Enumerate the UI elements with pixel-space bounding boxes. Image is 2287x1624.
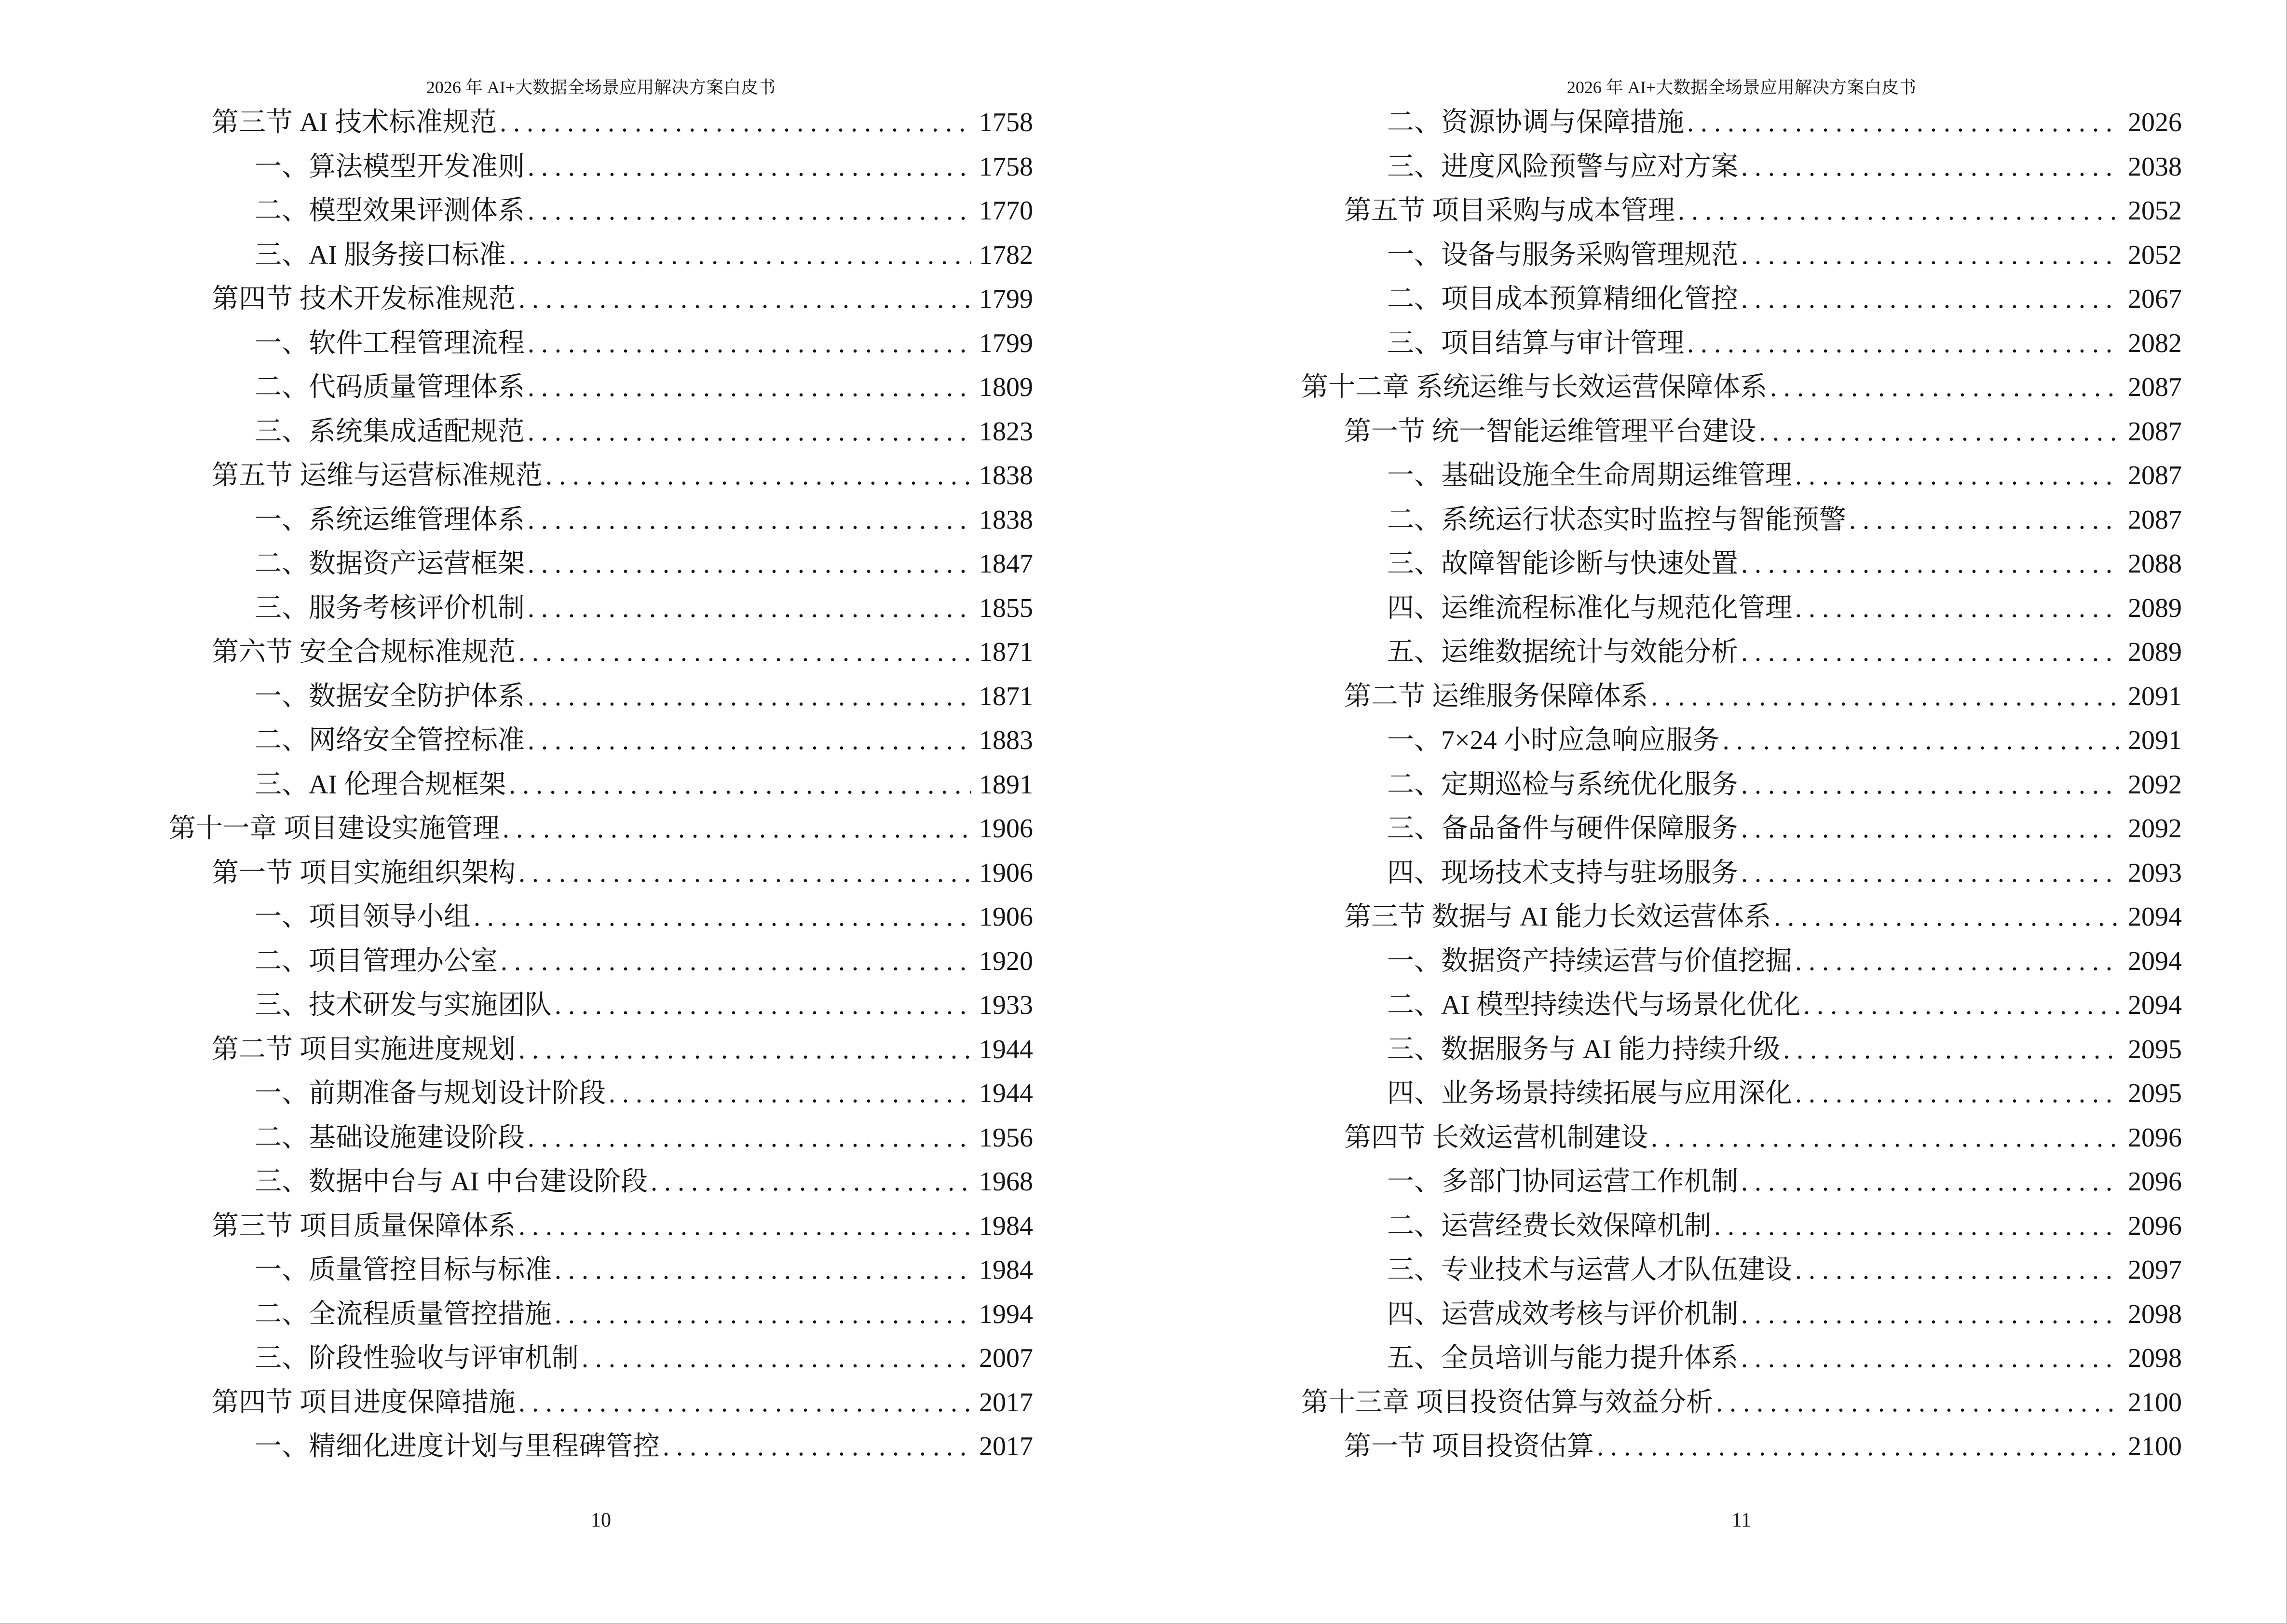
toc-entry-title: 五、全员培训与能力提升体系: [1387, 1343, 1738, 1373]
toc-entry-page: 2089: [2128, 593, 2182, 623]
toc-entry-page: 1782: [979, 240, 1033, 270]
toc-entry-page: 1809: [979, 372, 1033, 402]
dot-leader: [582, 1337, 971, 1381]
toc-entry[interactable]: [1301, 277, 2182, 322]
dot-leader: [1795, 1072, 2120, 1116]
toc-entry[interactable]: [169, 542, 1033, 587]
toc-entry-title: 一、软件工程管理流程: [255, 328, 525, 358]
dot-leader: [1741, 807, 2120, 851]
dot-leader: [518, 1381, 971, 1425]
toc-entry[interactable]: [169, 498, 1033, 543]
toc-entry-page: 2017: [979, 1387, 1033, 1418]
toc-entry-title: 三、阶段性验收与评审机制: [255, 1343, 579, 1373]
toc-entry-page: 2092: [2128, 769, 2182, 800]
toc-entry-title: 二、网络安全管控标准: [255, 725, 525, 755]
toc-page-right: [1301, 0, 2182, 1624]
toc-entry-title: 四、运维流程标准化与规范化管理: [1387, 593, 1792, 623]
toc-entry-page: 2092: [2128, 814, 2182, 844]
dot-leader: [1741, 763, 2120, 807]
dot-leader: [1651, 675, 2120, 719]
dot-leader: [474, 895, 971, 940]
toc-entry-title: 一、系统运维管理体系: [255, 505, 525, 535]
dot-leader: [1741, 851, 2120, 896]
toc-entry[interactable]: [1301, 1337, 2182, 1381]
toc-entry[interactable]: [169, 719, 1033, 763]
dot-leader: [528, 189, 971, 233]
toc-entry-page: 1906: [979, 858, 1033, 888]
toc-entry[interactable]: [1301, 454, 2182, 498]
dot-leader: [528, 322, 971, 366]
toc-entry-title: 一、7×24 小时应急响应服务: [1387, 725, 1720, 755]
dot-leader: [1741, 1293, 2120, 1337]
toc-entry-title: 一、精细化进度计划与里程碑管控: [255, 1432, 660, 1461]
toc-entry-page: 2038: [2128, 151, 2182, 182]
dot-leader: [509, 763, 971, 807]
page-number: 10: [591, 1509, 611, 1531]
toc-entry[interactable]: [1301, 498, 2182, 543]
dot-leader: [503, 807, 971, 851]
toc-entry-page: 2089: [2128, 637, 2182, 667]
toc-entry-title: 第二节 运维服务保障体系: [1344, 681, 1648, 711]
toc-entry[interactable]: [169, 675, 1033, 719]
toc-entry[interactable]: [169, 851, 1033, 896]
toc-entry[interactable]: [169, 940, 1033, 984]
toc-list: [1301, 101, 2182, 1469]
toc-entry-title: 第二节 项目实施进度规划: [212, 1034, 516, 1064]
toc-entry-title: 第四节 技术开发标准规范: [212, 284, 516, 314]
toc-entry[interactable]: [1301, 587, 2182, 631]
dot-leader: [1687, 101, 2120, 145]
toc-entry-title: 三、故障智能诊断与快速处置: [1387, 549, 1738, 579]
toc-entry-page: 2007: [979, 1343, 1033, 1373]
toc-entry-title: 二、AI 模型持续迭代与场景化优化: [1387, 990, 1801, 1020]
toc-entry-title: 二、数据资产运营框架: [255, 549, 525, 579]
toc-entry[interactable]: [169, 233, 1033, 278]
dot-leader: [1770, 366, 2120, 410]
toc-entry-title: 第四节 项目进度保障措施: [212, 1387, 516, 1418]
dot-leader: [555, 1248, 971, 1293]
dot-leader: [1741, 542, 2120, 587]
toc-entry-page: 1944: [979, 1078, 1033, 1108]
toc-entry[interactable]: [1301, 322, 2182, 366]
dot-leader: [1795, 454, 2120, 498]
toc-entry[interactable]: [1301, 145, 2182, 190]
toc-entry[interactable]: [1301, 1204, 2182, 1249]
dot-leader: [528, 587, 971, 631]
toc-entry-title: 第十一章 项目建设实施管理: [169, 814, 500, 844]
toc-entry-page: 1984: [979, 1211, 1033, 1241]
toc-entry-page: 2091: [2128, 681, 2182, 711]
dot-leader: [609, 1072, 971, 1116]
toc-entry-page: 1906: [979, 902, 1033, 932]
dot-leader: [518, 630, 971, 675]
dot-leader: [528, 498, 971, 543]
toc-entry-page: 2087: [2128, 461, 2182, 491]
dot-leader: [1651, 1116, 2120, 1160]
dot-leader: [1795, 1248, 2120, 1293]
toc-entry-page: 2100: [2128, 1432, 2182, 1461]
toc-entry-title: 第一节 项目投资估算: [1344, 1432, 1594, 1461]
toc-entry-page: 1920: [979, 946, 1033, 976]
toc-entry-page: 1906: [979, 814, 1033, 844]
toc-entry-title: 第三节 AI 技术标准规范: [212, 108, 497, 137]
dot-leader: [1687, 322, 2120, 366]
toc-entry[interactable]: [1301, 101, 2182, 145]
dot-leader: [518, 277, 971, 322]
toc-entry-page: 2017: [979, 1432, 1033, 1461]
dot-leader: [501, 940, 971, 984]
toc-entry-title: 二、项目管理办公室: [255, 946, 498, 976]
toc-entry-title: 四、业务场景持续拓展与应用深化: [1387, 1078, 1792, 1108]
toc-entry-title: 第一节 项目实施组织架构: [212, 858, 516, 888]
toc-entry-title: 第四节 长效运营机制建设: [1344, 1122, 1648, 1153]
toc-entry-page: 1968: [979, 1167, 1033, 1197]
toc-entry[interactable]: [169, 1204, 1033, 1249]
toc-entry[interactable]: [169, 587, 1033, 631]
dot-leader: [555, 1293, 971, 1337]
dot-leader: [1597, 1425, 2120, 1469]
toc-entry-title: 一、算法模型开发准则: [255, 151, 525, 182]
toc-entry-title: 二、模型效果评测体系: [255, 196, 525, 226]
toc-entry-page: 1891: [979, 769, 1033, 800]
toc-entry-title: 三、AI 伦理合规框架: [255, 769, 506, 800]
toc-entry-page: 1933: [979, 990, 1033, 1020]
toc-entry[interactable]: [1301, 1072, 2182, 1116]
toc-entry-title: 一、数据安全防护体系: [255, 681, 525, 711]
toc-entry[interactable]: [169, 807, 1033, 851]
toc-entry-page: 2096: [2128, 1167, 2182, 1197]
dot-leader: [1741, 277, 2120, 322]
toc-entry[interactable]: [169, 1116, 1033, 1160]
toc-entry-page: 2087: [2128, 372, 2182, 402]
toc-entry-page: 1855: [979, 593, 1033, 623]
toc-entry-page: 1770: [979, 196, 1033, 226]
toc-entry-page: 2095: [2128, 1034, 2182, 1064]
toc-entry-page: 2094: [2128, 902, 2182, 932]
toc-entry-title: 第五节 运维与运营标准规范: [212, 461, 543, 491]
toc-entry[interactable]: [169, 983, 1033, 1028]
toc-entry-title: 四、运营成效考核与评价机制: [1387, 1299, 1738, 1329]
toc-entry-page: 1799: [979, 284, 1033, 314]
toc-entry-page: 1994: [979, 1299, 1033, 1329]
toc-entry[interactable]: [1301, 1248, 2182, 1293]
toc-entry[interactable]: [1301, 410, 2182, 454]
toc-entry-page: 1823: [979, 416, 1033, 447]
toc-entry[interactable]: [1301, 807, 2182, 851]
toc-entry-page: 2098: [2128, 1299, 2182, 1329]
toc-entry[interactable]: [169, 145, 1033, 190]
toc-entry-title: 一、项目领导小组: [255, 902, 471, 932]
toc-entry[interactable]: [1301, 983, 2182, 1028]
toc-entry-title: 二、运营经费长效保障机制: [1387, 1211, 1711, 1241]
dot-leader: [1723, 719, 2120, 763]
toc-entry-page: 1799: [979, 328, 1033, 358]
toc-entry[interactable]: [169, 630, 1033, 675]
toc-entry[interactable]: [1301, 630, 2182, 675]
toc-entry-page: 2098: [2128, 1343, 2182, 1373]
dot-leader: [1741, 233, 2120, 278]
toc-entry-title: 三、AI 服务接口标准: [255, 240, 506, 270]
toc-entry[interactable]: [1301, 851, 2182, 896]
toc-entry-page: 2052: [2128, 196, 2182, 226]
dot-leader: [528, 1116, 971, 1160]
toc-entry[interactable]: [1301, 189, 2182, 233]
toc-entry[interactable]: [169, 1337, 1033, 1381]
toc-entry-page: 1944: [979, 1034, 1033, 1064]
toc-entry[interactable]: [1301, 1116, 2182, 1160]
toc-entry-title: 第五节 项目采购与成本管理: [1344, 196, 1675, 226]
toc-entry-page: 2095: [2128, 1078, 2182, 1108]
toc-entry[interactable]: [169, 1248, 1033, 1293]
toc-entry-title: 二、定期巡检与系统优化服务: [1387, 769, 1738, 800]
toc-entry-title: 第三节 数据与 AI 能力长效运营体系: [1344, 902, 1771, 932]
dot-leader: [1716, 1381, 2120, 1425]
toc-entry-title: 三、服务考核评价机制: [255, 593, 525, 623]
toc-entry-page: 2094: [2128, 990, 2182, 1020]
toc-entry[interactable]: [1301, 233, 2182, 278]
dot-leader: [518, 851, 971, 896]
toc-entry-title: 第一节 统一智能运维管理平台建设: [1344, 416, 1756, 447]
toc-entry-page: 1984: [979, 1255, 1033, 1285]
dot-leader: [1849, 498, 2120, 543]
page-header: 2026 年 AI+大数据全场景应用解决方案白皮书: [1566, 78, 1917, 97]
toc-entry-page: 2093: [2128, 858, 2182, 888]
toc-entry-title: 三、专业技术与运营人才队伍建设: [1387, 1255, 1792, 1285]
toc-entry[interactable]: [169, 895, 1033, 940]
toc-entry-page: 1883: [979, 725, 1033, 755]
dot-leader: [1741, 630, 2120, 675]
toc-entry-title: 一、基础设施全生命周期运维管理: [1387, 461, 1792, 491]
page-number: 11: [1731, 1509, 1752, 1531]
dot-leader: [663, 1425, 971, 1469]
toc-entry[interactable]: [169, 1293, 1033, 1337]
toc-entry-title: 一、前期准备与规划设计阶段: [255, 1078, 606, 1108]
toc-entry[interactable]: [1301, 1381, 2182, 1425]
toc-entry-title: 三、备品备件与硬件保障服务: [1387, 814, 1738, 844]
toc-entry-page: 2088: [2128, 549, 2182, 579]
toc-entry[interactable]: [1301, 1160, 2182, 1204]
dot-leader: [1795, 940, 2120, 984]
toc-entry-page: 2100: [2128, 1387, 2182, 1418]
dot-leader: [518, 1028, 971, 1072]
toc-entry-title: 四、现场技术支持与驻场服务: [1387, 858, 1738, 888]
toc-entry-title: 第十二章 系统运维与长效运营保障体系: [1301, 372, 1767, 402]
toc-entry-title: 五、运维数据统计与效能分析: [1387, 637, 1738, 667]
toc-entry-page: 2087: [2128, 416, 2182, 447]
dot-leader: [509, 233, 971, 278]
toc-entry[interactable]: [169, 101, 1033, 145]
toc-entry-title: 三、系统集成适配规范: [255, 416, 525, 447]
toc-entry-title: 三、数据中台与 AI 中台建设阶段: [255, 1167, 648, 1197]
toc-entry-page: 2096: [2128, 1122, 2182, 1153]
toc-entry-title: 一、数据资产持续运营与价值挖掘: [1387, 946, 1792, 976]
dot-leader: [528, 410, 971, 454]
toc-entry-page: 1871: [979, 637, 1033, 667]
toc-entry-title: 三、数据服务与 AI 能力持续升级: [1387, 1034, 1781, 1064]
toc-entry[interactable]: [169, 1381, 1033, 1425]
toc-entry[interactable]: [1301, 1425, 2182, 1469]
dot-leader: [528, 366, 971, 410]
toc-entry[interactable]: [1301, 763, 2182, 807]
page-header: 2026 年 AI+大数据全场景应用解决方案白皮书: [426, 78, 776, 97]
toc-entry-title: 二、资源协调与保障措施: [1387, 108, 1684, 137]
toc-entry-page: 2082: [2128, 328, 2182, 358]
toc-entry[interactable]: [1301, 675, 2182, 719]
toc-entry[interactable]: [169, 763, 1033, 807]
toc-entry-title: 二、全流程质量管控措施: [255, 1299, 552, 1329]
toc-entry[interactable]: [1301, 940, 2182, 984]
toc-list: [169, 101, 1033, 1469]
toc-entry-page: 1956: [979, 1122, 1033, 1153]
dot-leader: [1714, 1204, 2120, 1249]
toc-entry-title: 第十三章 项目投资估算与效益分析: [1301, 1387, 1713, 1418]
toc-entry-page: 2026: [2128, 108, 2182, 137]
dot-leader: [1774, 895, 2120, 940]
toc-entry-title: 三、技术研发与实施团队: [255, 990, 552, 1020]
dot-leader: [518, 1204, 971, 1249]
dot-leader: [1803, 983, 2120, 1028]
toc-entry-title: 第六节 安全合规标准规范: [212, 637, 516, 667]
toc-entry-page: 2087: [2128, 505, 2182, 535]
toc-entry[interactable]: [1301, 719, 2182, 763]
toc-entry[interactable]: [169, 1028, 1033, 1072]
dot-leader: [528, 675, 971, 719]
dot-leader: [545, 454, 971, 498]
toc-entry-page: 1758: [979, 151, 1033, 182]
toc-entry[interactable]: [169, 277, 1033, 322]
toc-entry[interactable]: [1301, 1293, 2182, 1337]
toc-entry-title: 一、设备与服务采购管理规范: [1387, 240, 1738, 270]
toc-entry-title: 一、质量管控目标与标准: [255, 1255, 552, 1285]
dot-leader: [1741, 1337, 2120, 1381]
dot-leader: [1759, 410, 2120, 454]
toc-entry[interactable]: [169, 1425, 1033, 1469]
toc-entry-page: 2091: [2128, 725, 2182, 755]
toc-entry-page: 2094: [2128, 946, 2182, 976]
toc-entry-page: 2067: [2128, 284, 2182, 314]
toc-entry-page: 1838: [979, 461, 1033, 491]
toc-entry[interactable]: [169, 189, 1033, 233]
toc-page-left: [169, 0, 1033, 1624]
toc-entry-page: 1871: [979, 681, 1033, 711]
dot-leader: [500, 101, 971, 145]
toc-entry-title: 第三节 项目质量保障体系: [212, 1211, 516, 1241]
toc-entry-title: 二、项目成本预算精细化管控: [1387, 284, 1738, 314]
toc-entry-page: 1847: [979, 549, 1033, 579]
dot-leader: [528, 542, 971, 587]
dot-leader: [528, 145, 971, 190]
toc-entry-page: 2052: [2128, 240, 2182, 270]
toc-entry[interactable]: [169, 410, 1033, 454]
toc-entry[interactable]: [1301, 895, 2182, 940]
toc-entry-title: 二、系统运行状态实时监控与智能预警: [1387, 505, 1846, 535]
toc-entry[interactable]: [169, 322, 1033, 366]
toc-entry[interactable]: [169, 1072, 1033, 1116]
toc-entry[interactable]: [1301, 542, 2182, 587]
toc-entry-title: 一、多部门协同运营工作机制: [1387, 1167, 1738, 1197]
toc-entry-page: 1758: [979, 108, 1033, 137]
dot-leader: [1678, 189, 2120, 233]
toc-entry[interactable]: [169, 1160, 1033, 1204]
dot-leader: [555, 983, 971, 1028]
toc-entry[interactable]: [1301, 366, 2182, 410]
toc-entry-page: 2096: [2128, 1211, 2182, 1241]
toc-entry[interactable]: [1301, 1028, 2182, 1072]
toc-entry-page: 1838: [979, 505, 1033, 535]
toc-entry-page: 2097: [2128, 1255, 2182, 1285]
dot-leader: [528, 719, 971, 763]
dot-leader: [1795, 587, 2120, 631]
toc-entry-title: 二、代码质量管理体系: [255, 372, 525, 402]
toc-entry-title: 二、基础设施建设阶段: [255, 1122, 525, 1153]
toc-entry[interactable]: [169, 366, 1033, 410]
dot-leader: [1783, 1028, 2120, 1072]
dot-leader: [1741, 1160, 2120, 1204]
toc-entry-title: 三、项目结算与审计管理: [1387, 328, 1684, 358]
toc-entry-title: 三、进度风险预警与应对方案: [1387, 151, 1738, 182]
dot-leader: [651, 1160, 971, 1204]
dot-leader: [1741, 145, 2120, 190]
toc-entry[interactable]: [169, 454, 1033, 498]
